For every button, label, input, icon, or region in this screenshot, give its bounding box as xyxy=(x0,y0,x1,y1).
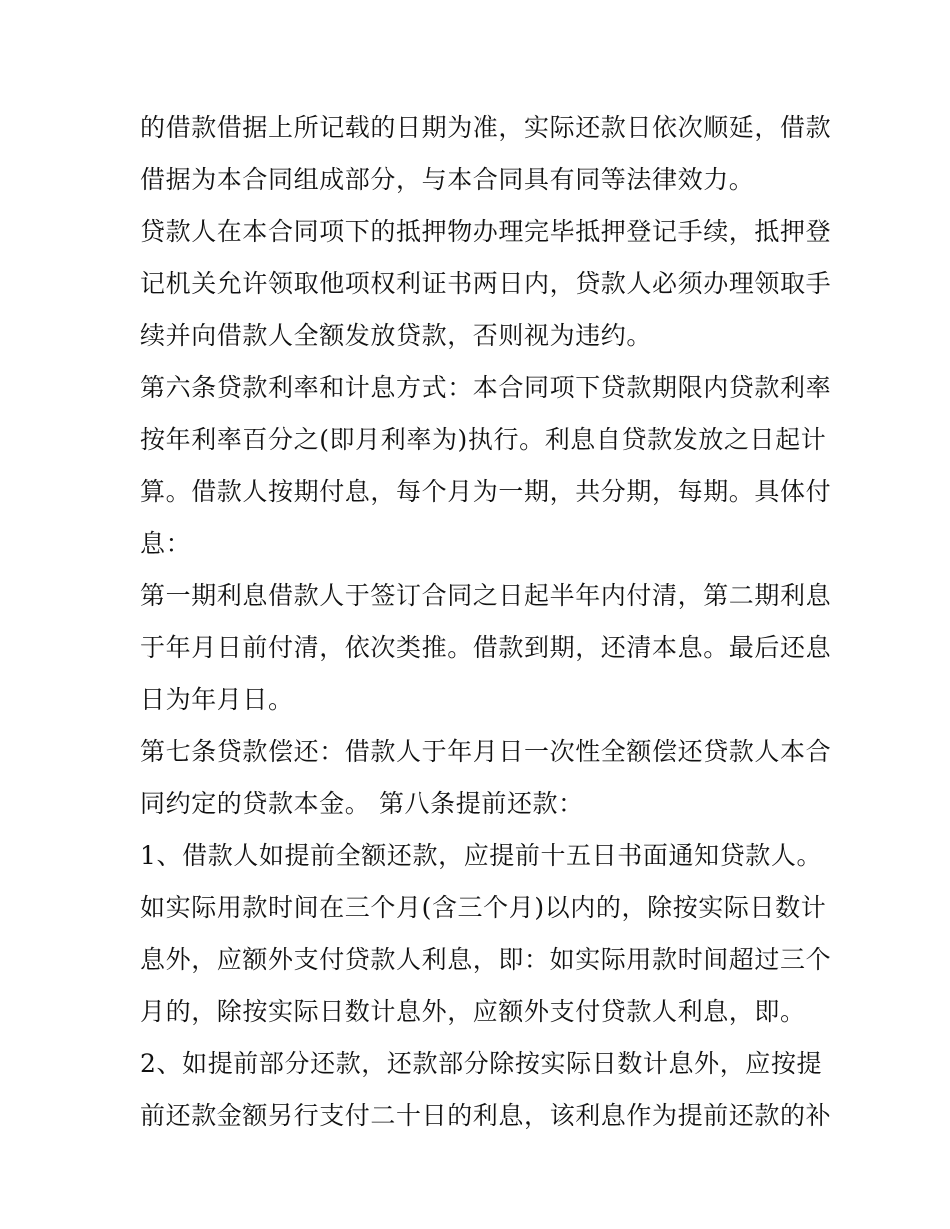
text-line: 息： xyxy=(140,529,192,558)
text-line: 按年利率百分之(即月利率为)执行。利息自贷款发放之日起计 xyxy=(140,425,827,454)
text-line: 贷款人在本合同项下的抵押物办理完毕抵押登记手续，抵押登 xyxy=(140,217,832,246)
text-line: 记机关允许领取他项权利证书两日内，贷款人必须办理领取手 xyxy=(140,269,832,298)
text-line: 月的，除按实际日数计息外，应额外支付贷款人利息，即。 xyxy=(140,997,806,1026)
text-line: 第六条贷款利率和计息方式：本合同项下贷款期限内贷款利率 xyxy=(140,373,832,402)
text-line: 2、如提前部分还款，还款部分除按实际日数计息外，应按提 xyxy=(140,1049,823,1078)
text-line: 第七条贷款偿还：借款人于年月日一次性全额偿还贷款人本合 xyxy=(140,737,832,766)
text-line: 算。借款人按期付息，每个月为一期，共分期，每期。具体付 xyxy=(140,477,832,506)
text-line: 同约定的贷款本金。 第八条提前还款： xyxy=(140,789,584,818)
text-line: 第一期利息借款人于签订合同之日起半年内付清，第二期利息 xyxy=(140,581,832,610)
text-line: 前还款金额另行支付二十日的利息，该利息作为提前还款的补 xyxy=(140,1101,832,1130)
document-body xyxy=(140,102,832,1142)
text-line: 于年月日前付清，依次类推。借款到期，还清本息。最后还息 xyxy=(140,633,832,662)
text-line: 的借款借据上所记载的日期为准，实际还款日依次顺延，借款 xyxy=(140,113,832,142)
text-line: 日为年月日。 xyxy=(140,685,294,714)
text-line: 借据为本合同组成部分，与本合同具有同等法律效力。 xyxy=(140,165,755,194)
text-line: 续并向借款人全额发放贷款，否则视为违约。 xyxy=(140,321,653,350)
text-line: 息外，应额外支付贷款人利息，即：如实际用款时间超过三个 xyxy=(140,945,832,974)
text-line: 如实际用款时间在三个月(含三个月)以内的，除按实际日数计 xyxy=(140,893,827,922)
text-line: 1、借款人如提前全额还款，应提前十五日书面通知贷款人。 xyxy=(140,841,823,870)
